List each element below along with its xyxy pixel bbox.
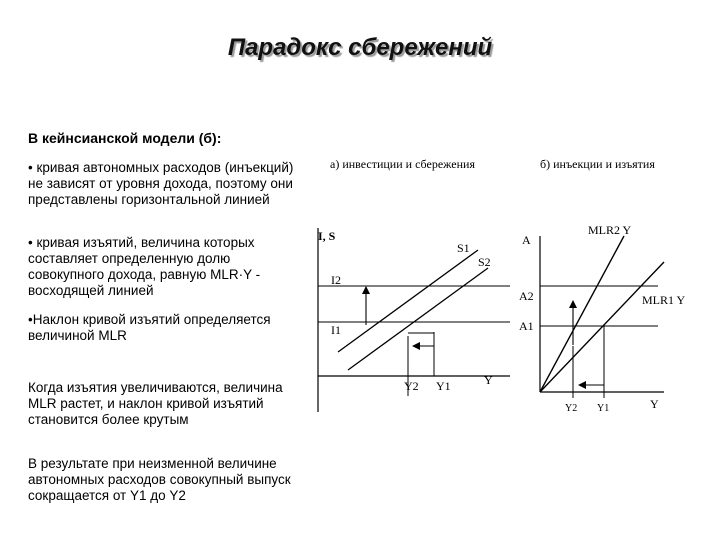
paragraph-slope: •Наклон кривой изъятий определяется величиной MLR (28, 312, 271, 343)
diagram-a-s2-line (348, 268, 488, 370)
paragraph-result: В результате при неизменной величине автономных расходов совокупный выпуск сокращается от Y1 до Y2 (28, 456, 291, 503)
diagram-a-x-axis-label: Y (484, 373, 493, 387)
diagram-a-s2-label: S2 (478, 255, 491, 269)
diagram-b-mlr1-line (540, 262, 664, 392)
diagram-b-a2-label: A2 (519, 289, 534, 303)
diagram-b-y-axis-label: A (522, 233, 531, 247)
diagram-a-y2-label: Y2 (404, 379, 419, 393)
diagram-b-a1-label: A1 (519, 319, 534, 333)
diagram-b-mlr2-label: MLR2 Y (588, 223, 632, 237)
diagram-a-y-axis-label: I, S (318, 229, 336, 243)
diagram-a-i1-label: I1 (331, 323, 341, 337)
diagram-b-mlr1-label: MLR1 Y (642, 293, 686, 307)
diagram-b-axes (540, 236, 664, 392)
diagram-b-y1-label: Y1 (597, 403, 610, 414)
paragraph-increase: Когда изъятия увеличиваются, величина MLR растет, и наклон кривой изъятий становится более крутым (28, 380, 283, 427)
diagram-a-y1-label: Y1 (436, 379, 451, 393)
paragraph-injections: • кривая автономных расходов (инъекций) не зависят от уровня дохода, поэтому они представлены горизонтальной линией (28, 160, 294, 207)
diagram-a-s1-label: S1 (457, 241, 470, 255)
diagram-b-mlr2-line (540, 236, 624, 392)
slide-title: Парадокс сбережений (227, 34, 493, 61)
diagram-b-x-axis-label: Y (650, 397, 659, 411)
diagram-b-y2-label: Y2 (565, 403, 578, 414)
diagram-b-title: б) инъекции и изъятия (540, 157, 655, 171)
paragraph-withdrawals: • кривая изъятий, величина которых составляет определенную долю совокупного дохода, равную MLR·Y - восходящей линией (28, 235, 261, 298)
diagram-a-title: а) инвестиции и сбережения (330, 157, 475, 171)
diagram-a-i2-label: I2 (331, 273, 341, 287)
subheading: В кейнсианской модели (б): (28, 130, 222, 146)
